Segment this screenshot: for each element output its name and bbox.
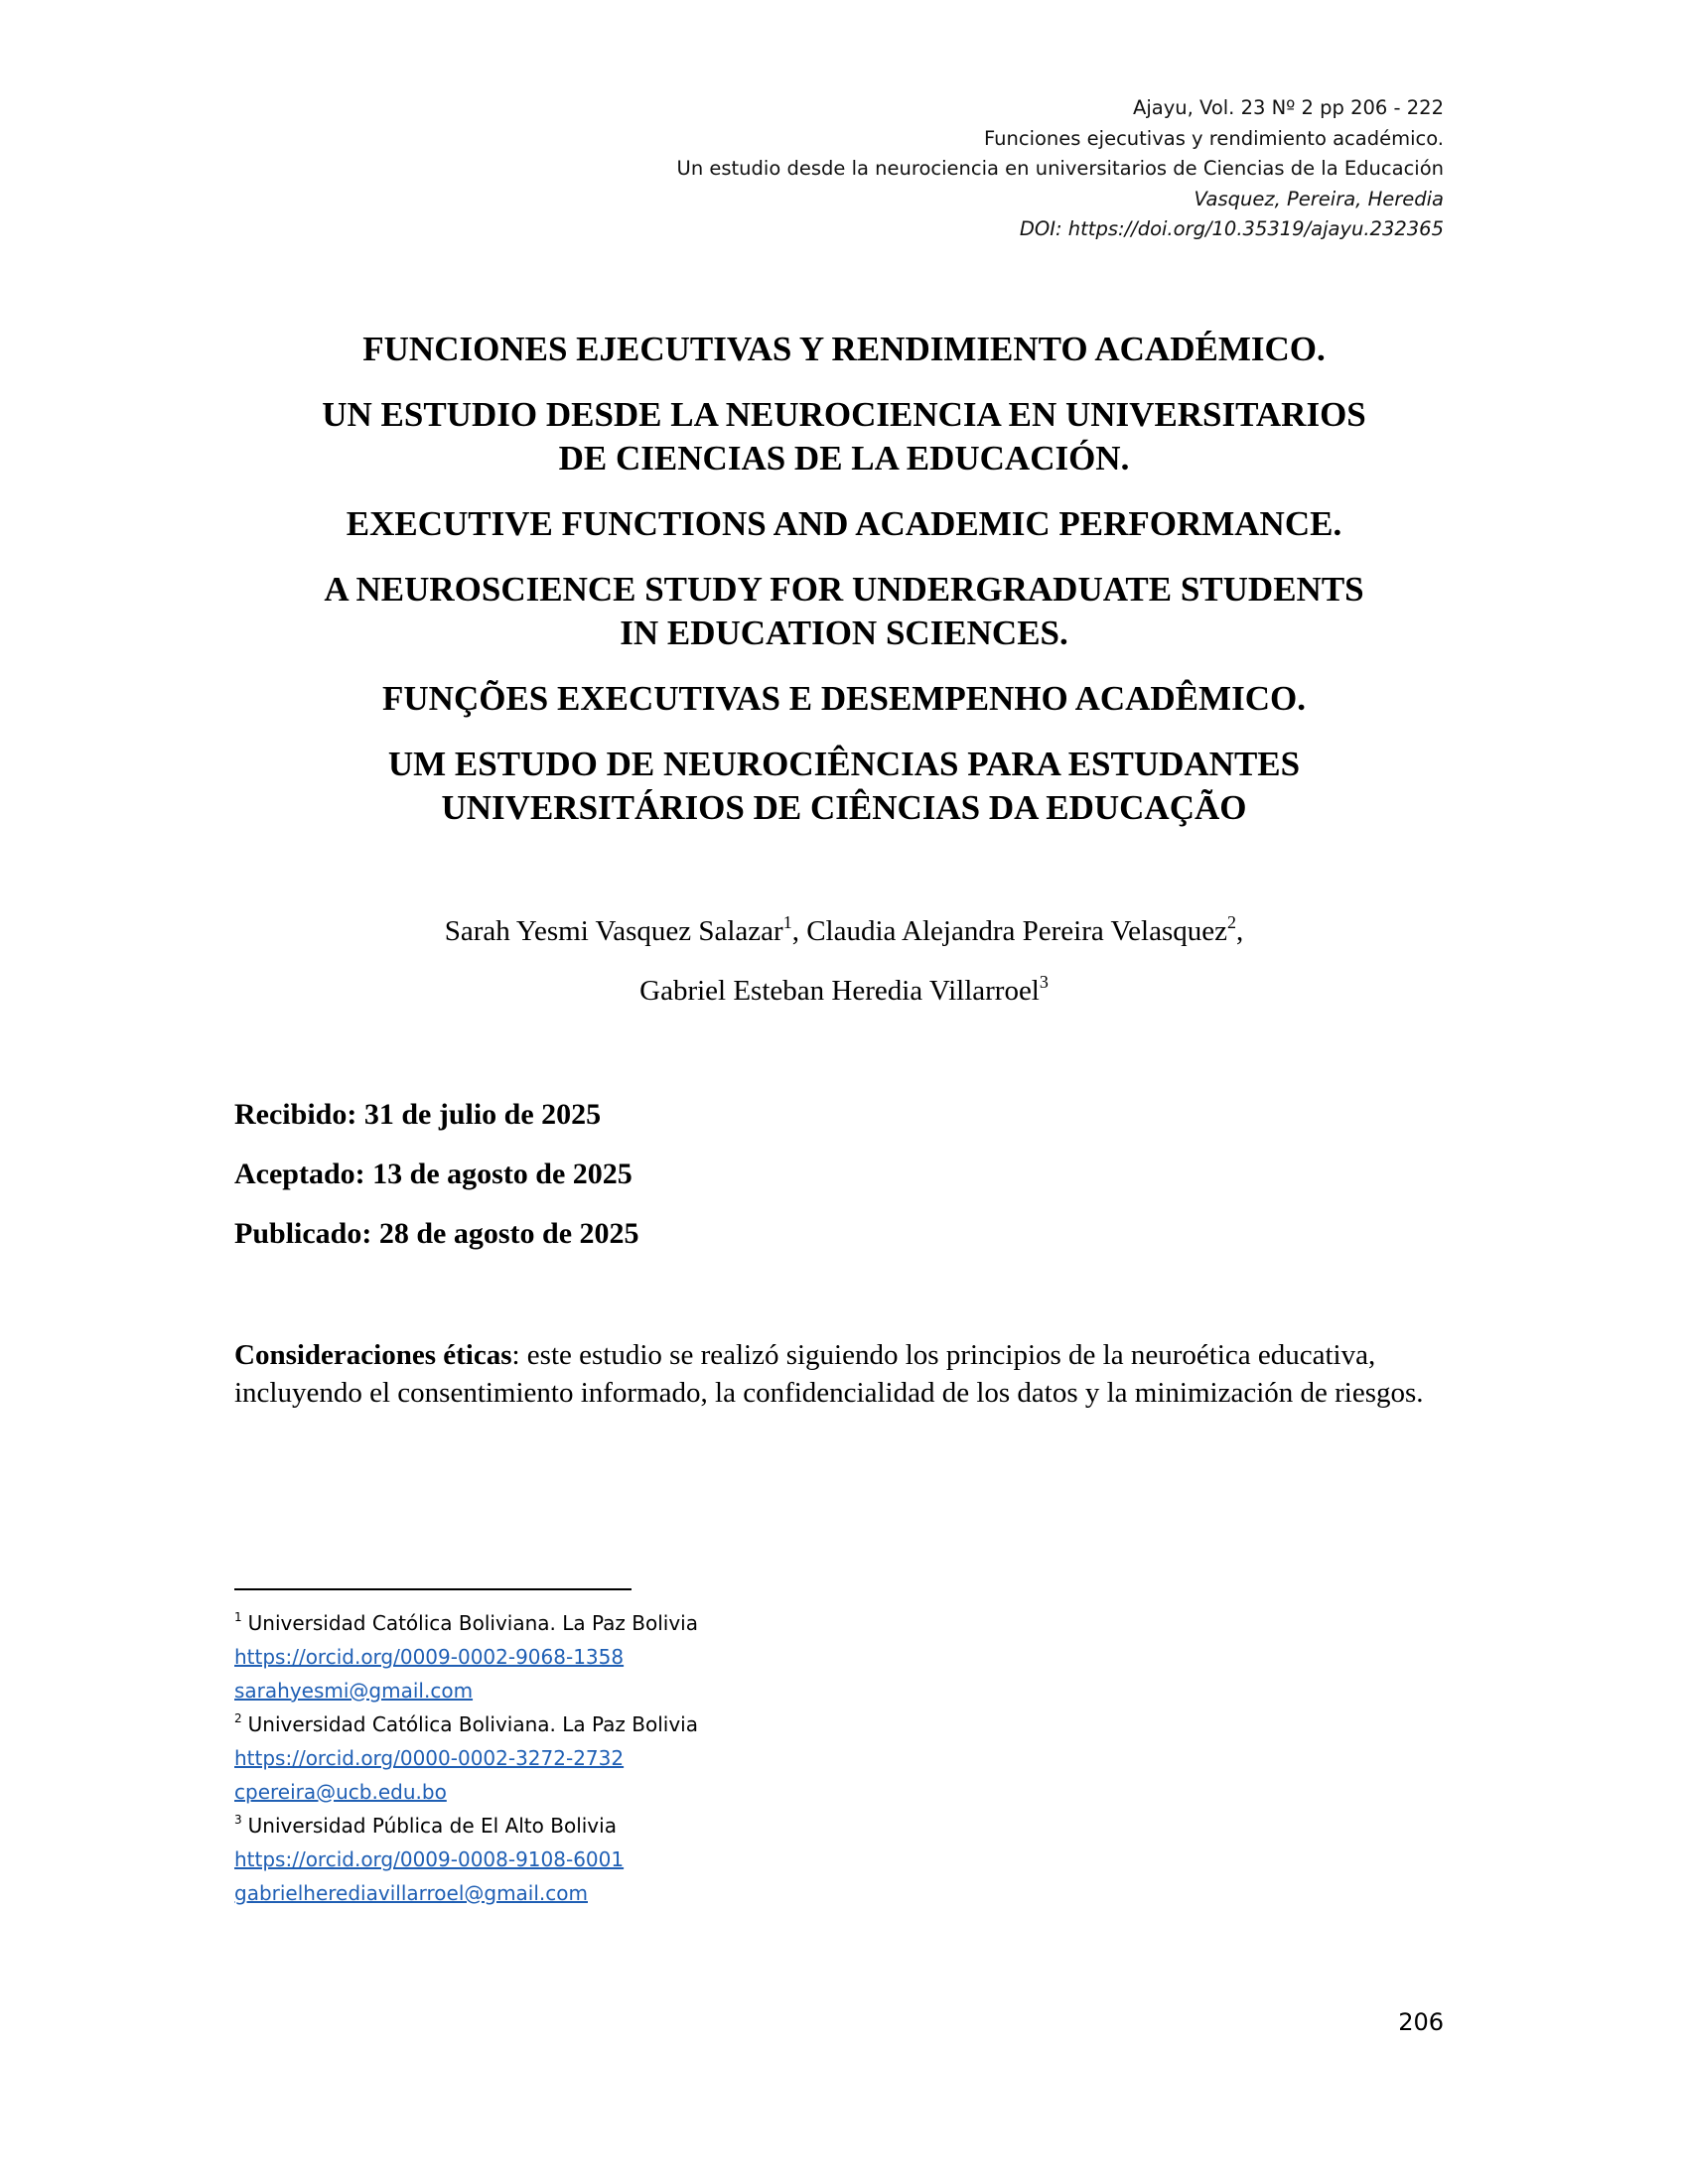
- short-title-line1: Funciones ejecutivas y rendimiento académico.: [984, 126, 1444, 150]
- article-dates: [234, 1097, 639, 1276]
- title-en-sub: [228, 568, 1460, 655]
- title-es-main: FUNCIONES EJECUTIVAS Y RENDIMIENTO ACADÉMICO.: [362, 330, 1326, 368]
- title-pt-sub: [228, 743, 1460, 830]
- author-line-1: Sarah Yesmi Vasquez Salazar$^1$, Claudia Alejandra Pereira Velasquez$^2$,: [444, 912, 1244, 947]
- email-link[interactable]: gabrielherediavillarroel@gmail.com: [234, 1881, 588, 1905]
- author-list: [228, 913, 1460, 1009]
- ethics-statement: [234, 1336, 1456, 1412]
- page-number: 206: [1398, 2008, 1444, 2036]
- date-accepted: Aceptado: 13 de agosto de 2025: [234, 1158, 633, 1190]
- footnote-separator: [234, 1588, 632, 1590]
- author-3-affil-mark: 3: [1039, 972, 1049, 992]
- title-es-sub: [228, 393, 1460, 480]
- email-link[interactable]: sarahyesmi@gmail.com: [234, 1679, 474, 1703]
- footnote-affiliation: Universidad Católica Boliviana. La Paz Bolivia: [247, 1712, 698, 1736]
- title-en-main: EXECUTIVE FUNCTIONS AND ACADEMIC PERFORMANCE.: [346, 504, 1342, 543]
- author-2-affil-mark: 2: [1227, 912, 1237, 932]
- author-1: Sarah Yesmi Vasquez Salazar: [444, 915, 783, 947]
- date-published: Publicado: 28 de agosto de 2025: [234, 1217, 639, 1250]
- author-1-affil-mark: 1: [782, 912, 792, 932]
- doi: DOI: https://doi.org/10.35319/ajayu.232365: [1019, 217, 1444, 240]
- title-pt-sub-line2: UNIVERSITÁRIOS DE CIÊNCIAS DA EDUCAÇÃO: [441, 788, 1247, 827]
- author-2: Claudia Alejandra Pereira Velasquez: [806, 915, 1228, 947]
- title-es-sub-line2: DE CIENCIAS DE LA EDUCACIÓN.: [558, 439, 1130, 478]
- footnote-affiliation: Universidad Pública de El Alto Bolivia: [247, 1814, 617, 1838]
- ethics-text: : este estudio se realizó siguiendo los principios de la neuroética educativa, incluyendo el consentimiento informado, la confidencialidad de los datos y la minimización de riesgos.: [234, 1339, 1424, 1409]
- footnotes: [234, 1606, 698, 1910]
- short-title-line2: Un estudio desde la neurociencia en universitarios de Ciencias de la Educación: [676, 157, 1444, 180]
- title-en-sub-line1: A NEUROSCIENCE STUDY FOR UNDERGRADUATE STUDENTS: [324, 570, 1364, 609]
- footnote-1: $^1$ Universidad Católica Boliviana. La Paz Bolivia: [234, 1610, 698, 1635]
- author-line-2: [228, 973, 1460, 1009]
- footnote-affiliation: Universidad Católica Boliviana. La Paz Bolivia: [247, 1611, 698, 1635]
- email-link[interactable]: cpereira@ucb.edu.bo: [234, 1780, 447, 1804]
- orcid-link[interactable]: https://orcid.org/0009-0002-9068-1358: [234, 1645, 625, 1669]
- short-authors: Vasquez, Pereira, Heredia: [1194, 187, 1444, 210]
- orcid-link[interactable]: https://orcid.org/0000-0002-3272-2732: [234, 1746, 625, 1770]
- title-es-sub-line1: UN ESTUDIO DESDE LA NEUROCIENCIA EN UNIVERSITARIOS: [322, 395, 1366, 434]
- article-titles: [228, 328, 1460, 852]
- date-received: Recibido: 31 de julio de 2025: [234, 1098, 602, 1131]
- journal-citation: Ajayu, Vol. 23 Nº 2 pp 206 - 222: [1133, 96, 1444, 119]
- footnote-2: $^2$ Universidad Católica Boliviana. La Paz Bolivia: [234, 1711, 698, 1736]
- running-header: [677, 93, 1444, 245]
- ethics-label: Consideraciones éticas: [234, 1339, 512, 1371]
- title-en-sub-line2: IN EDUCATION SCIENCES.: [620, 614, 1068, 652]
- title-pt-main: FUNÇÕES EXECUTIVAS E DESEMPENHO ACADÊMICO.: [382, 679, 1306, 718]
- title-pt-sub-line1: UM ESTUDO DE NEUROCIÊNCIAS PARA ESTUDANTES: [387, 745, 1301, 783]
- author-3: Gabriel Esteban Heredia Villarroel: [639, 975, 1040, 1007]
- footnote-3: $^3$ Universidad Pública de El Alto Bolivia: [234, 1813, 617, 1838]
- orcid-link[interactable]: https://orcid.org/0009-0008-9108-6001: [234, 1847, 625, 1871]
